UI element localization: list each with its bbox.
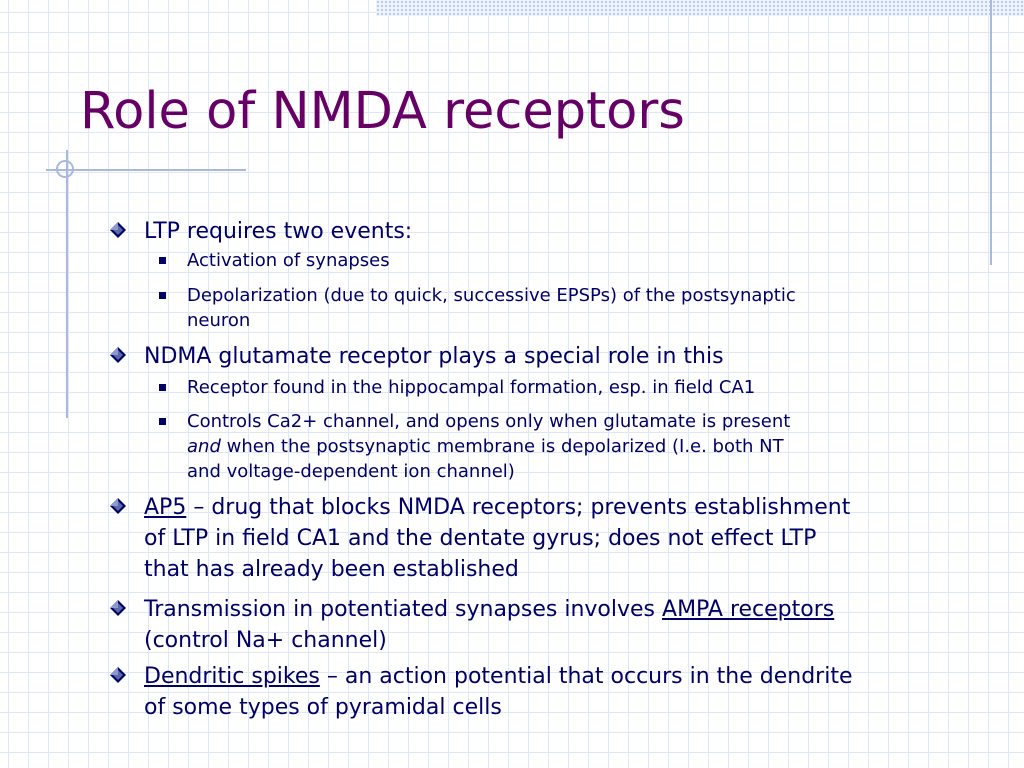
bullet-text-line1: – an action potential that occurs in the dendrite xyxy=(319,664,853,689)
bullet-text-line3: that has already been established xyxy=(144,557,519,582)
decorative-vertical-line-left xyxy=(66,150,68,418)
square-bullet-icon xyxy=(159,292,166,299)
subitem-text-line2: when the postsynaptic membrane is depolarized (I.e. both NT xyxy=(220,436,784,457)
subitem-text: Receptor found in the hippocampal formation, esp. in field CA1 xyxy=(187,377,756,398)
square-bullet-icon xyxy=(159,384,166,391)
subitem-activation xyxy=(108,248,968,273)
ap5-link[interactable]: AP5 xyxy=(144,495,187,520)
subitem-text: Activation of synapses xyxy=(187,250,390,271)
subitem-text-line1: Depolarization (due to quick, successive EPSPs) of the postsynaptic xyxy=(187,285,796,306)
bullet-ltp-requirements xyxy=(108,216,968,247)
subitem-text-line3: and voltage-dependent ion channel) xyxy=(187,461,515,482)
bullet-text-line1: – drug that blocks NMDA receptors; prevents establishment xyxy=(186,495,851,520)
decorative-ring-icon xyxy=(56,160,74,178)
diamond-bullet-icon xyxy=(110,222,126,238)
bullet-ap5 xyxy=(108,492,968,585)
square-bullet-icon xyxy=(159,418,166,425)
square-bullet-icon xyxy=(159,257,166,264)
bullet-text-line2: of LTP in field CA1 and the dentate gyrus; does not effect LTP xyxy=(144,526,817,551)
bullet-text-line2: of some types of pyramidal cells xyxy=(144,695,502,720)
bullet-transmission xyxy=(108,594,968,656)
diamond-bullet-icon xyxy=(110,600,126,616)
subitem-ca-channel xyxy=(108,409,968,484)
slide-title: Role of NMDA receptors xyxy=(80,82,685,141)
bullet-dendritic-spikes xyxy=(108,661,968,723)
bullet-text-prefix: Transmission in potentiated synapses involves xyxy=(144,597,663,622)
bullet-text: LTP requires two events: xyxy=(144,219,413,244)
diamond-bullet-icon xyxy=(110,498,126,514)
subitem-text-line1: Controls Ca2+ channel, and opens only when glutamate is present xyxy=(187,411,791,432)
bullet-text: NDMA glutamate receptor plays a special role in this xyxy=(144,344,724,369)
dotted-header-band xyxy=(376,0,1024,16)
subitem-text-line2: neuron xyxy=(187,310,251,331)
dendritic-spikes-link[interactable]: Dendritic spikes xyxy=(144,664,320,689)
italic-and: and xyxy=(187,436,221,457)
diamond-bullet-icon xyxy=(110,347,126,363)
subitem-receptor-location xyxy=(108,375,968,400)
decorative-vertical-line-right xyxy=(990,0,992,265)
diamond-bullet-icon xyxy=(110,667,126,683)
bullet-text-line2: (control Na+ channel) xyxy=(144,628,387,653)
slide-body xyxy=(108,216,968,723)
subitem-depolarization xyxy=(108,283,968,333)
decorative-horizontal-line xyxy=(46,169,246,171)
ampa-receptors-link[interactable]: AMPA receptors xyxy=(662,597,835,622)
bullet-ndma-role xyxy=(108,341,968,372)
